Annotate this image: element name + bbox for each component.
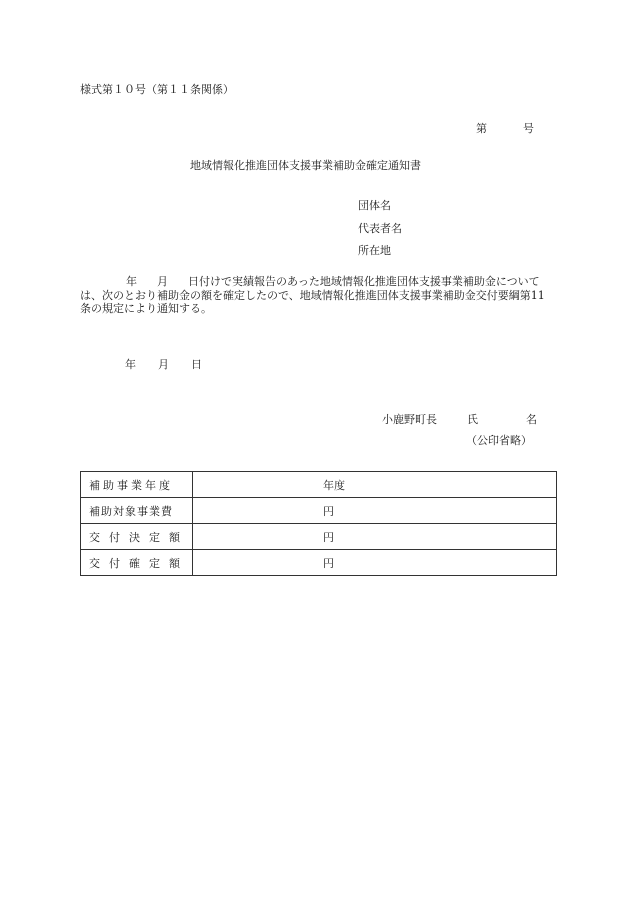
row-label-fiscal-year: 補助事業年度 xyxy=(81,472,193,498)
row-value-fiscal-year: 年度 xyxy=(193,472,557,498)
issuer-title: 小鹿野町長 xyxy=(382,413,437,426)
body-paragraph xyxy=(80,275,550,316)
document-number xyxy=(476,120,534,136)
row-label-decided-amount: 交付決定額 xyxy=(81,524,193,550)
row-value-decided-amount: 円 xyxy=(193,524,557,550)
date-month: 月 xyxy=(158,358,169,371)
row-value-confirmed-amount: 円 xyxy=(193,550,557,576)
representative-label: 代表者名 xyxy=(358,222,402,235)
doc-number-prefix: 第 xyxy=(476,122,487,135)
seal-omitted-note: （公印省略） xyxy=(466,434,532,447)
issuer-line xyxy=(382,411,537,427)
subsidy-table xyxy=(80,471,557,576)
body-year: 年 xyxy=(126,275,137,288)
document-title: 地域情報化推進団体支援事業補助金確定通知書 xyxy=(190,159,421,172)
address-label: 所在地 xyxy=(358,244,391,257)
date-line xyxy=(125,356,202,372)
issuer-surname: 氏 xyxy=(467,413,478,426)
group-name-label: 団体名 xyxy=(358,199,391,212)
row-label-eligible-cost: 補助対象事業費 xyxy=(81,498,193,524)
doc-number-suffix: 号 xyxy=(523,122,534,135)
body-month: 月 xyxy=(157,275,168,288)
date-year: 年 xyxy=(125,358,136,371)
row-value-eligible-cost: 円 xyxy=(193,498,557,524)
table-row xyxy=(81,524,557,550)
table-row xyxy=(81,550,557,576)
date-day: 日 xyxy=(191,358,202,371)
table-row xyxy=(81,472,557,498)
row-label-confirmed-amount: 交付確定額 xyxy=(81,550,193,576)
form-number: 様式第１０号（第１１条関係） xyxy=(80,83,234,96)
table-row xyxy=(81,498,557,524)
issuer-given-name: 名 xyxy=(526,413,537,426)
body-text: 日付けで実績報告のあった地域情報化推進団体支援事業補助金については、次のとおり補助金の額を確定したので、地域情報化推進団体支援事業補助金交付要綱第11条の規定により通知する。 xyxy=(80,275,545,315)
